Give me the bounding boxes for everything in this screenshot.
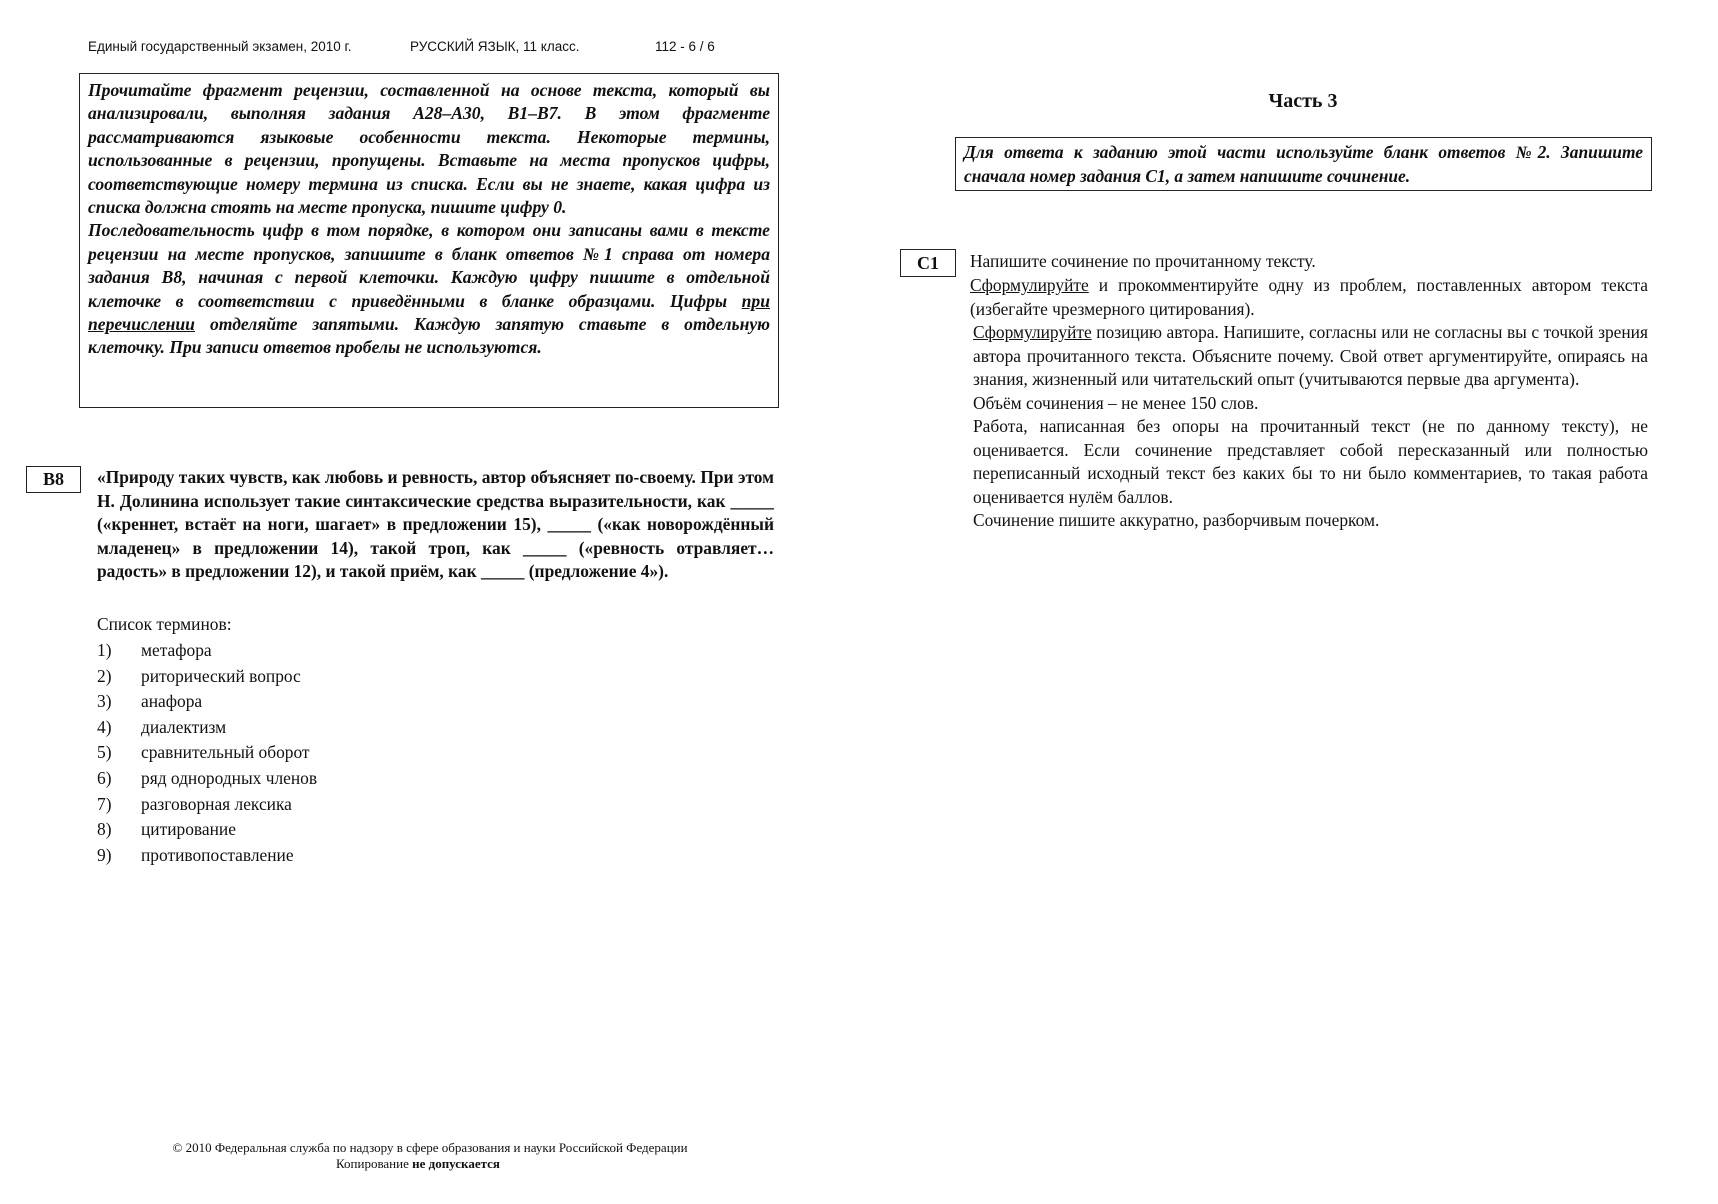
c1-paragraph-1: Сформулируйте и прокомментируйте одну из проблем, поставленных автором текста (избегайте чрезмерного цитирования).	[970, 275, 1648, 319]
c1-paragraph-5: Сочинение пишите аккуратно, разборчивым почерком.	[973, 510, 1380, 530]
instructions-paragraph-2: Последовательность цифр в том порядке, в котором они записаны вами в тексте рецензии на месте пропусков, запишите в бланк ответов №1 справа от номера задания В8, начиная с первой клеточки. Каждую цифру пишите в отдельной клеточке в соответствии с приведёнными в бланке образцами. Цифры при перечислении отделяйте запятыми. Каждую запятую ставьте в отдельную клеточку. При записи ответов пробелы не используются.	[88, 220, 770, 358]
list-item: 4) диалектизм	[97, 716, 227, 737]
c1-paragraph-3: Объём сочинения – не менее 150 слов.	[973, 392, 1259, 413]
underlined-phrase: при перечислении	[88, 290, 770, 335]
task-label-b8: В8	[26, 466, 81, 493]
list-item: 3) анафора	[97, 691, 203, 712]
c1-task-text	[970, 274, 1648, 533]
terms-list	[97, 638, 317, 868]
list-item: 5) сравнительный оборот	[97, 742, 310, 763]
list-item: 9) противопоставление	[97, 844, 294, 865]
list-item: 6) ряд однородных членов	[97, 767, 318, 788]
terms-list-label: Список терминов:	[97, 614, 232, 634]
list-item: 1) метафора	[97, 640, 212, 660]
list-item: 8) цитирование	[97, 819, 236, 840]
part-3-instruction: Для ответа к заданию этой части используйте бланк ответов №2. Запишите сначала номер задания С1, а затем напишите сочинение.	[955, 137, 1652, 191]
instructions-box	[79, 73, 779, 408]
task-label-c1: С1	[900, 249, 956, 277]
list-item: 7) разговорная лексика	[97, 793, 292, 814]
list-item: 2) риторический вопрос	[97, 665, 301, 686]
footer-copyright: © 2010 Федеральная служба по надзору в сфере образования и науки Российской Федерации	[172, 1140, 688, 1155]
header-subject: РУССКИЙ ЯЗЫК, 11 класс.	[410, 39, 580, 54]
c1-paragraph-4: Работа, написанная без опоры на прочитанный текст (не по данному тексту), не оценивается. Если сочинение представляет собой пересказанный или полностью переписанный исходный текст без каких бы то ни было комментариев, то такая работа оценивается нулём баллов.	[973, 416, 1648, 507]
instructions-paragraph-1: Прочитайте фрагмент рецензии, составленной на основе текста, который вы анализировали, выполняя задания А28–А30, В1–В7. В этом фрагменте рассматриваются языковые особенности текста. Некоторые термины, использованные в рецензии, пропущены. Вставьте на места пропусков цифры, соответствующие номеру термина из списка. Если вы не знаете, какая цифра из списка должна стоять на месте пропуска, пишите цифру 0.	[88, 80, 770, 218]
header-page: 112 - 6 / 6	[655, 39, 715, 54]
c1-first-line: Напишите сочинение по прочитанному тексту.	[970, 251, 1316, 271]
c1-paragraph-2: Сформулируйте позицию автора. Напишите, согласны или не согласны вы с точкой зрения автора прочитанного текста. Объясните почему. Свой ответ аргументируйте, опираясь на знания, жизненный или читательский опыт (учитываются первые два аргумента).	[973, 322, 1648, 389]
b8-task-text: «Природу таких чувств, как любовь и ревность, автор объясняет по-своему. При этом Н. Долинина использует такие синтаксические средства выразительности, как _____ («креннет, встаёт на ноги, шагает» в предложении 15), _____ («как новорождённый младенец» в предложении 14), такой троп, как _____ («ревность отравляет… радость» в предложении 12), и такой приём, как _____ (предложение 4»).	[97, 467, 774, 581]
footer-copy-notice: Копирование не допускается	[336, 1156, 500, 1171]
header-exam: Единый государственный экзамен, 2010 г.	[88, 39, 352, 54]
part-3-title: Часть 3	[1268, 90, 1338, 112]
